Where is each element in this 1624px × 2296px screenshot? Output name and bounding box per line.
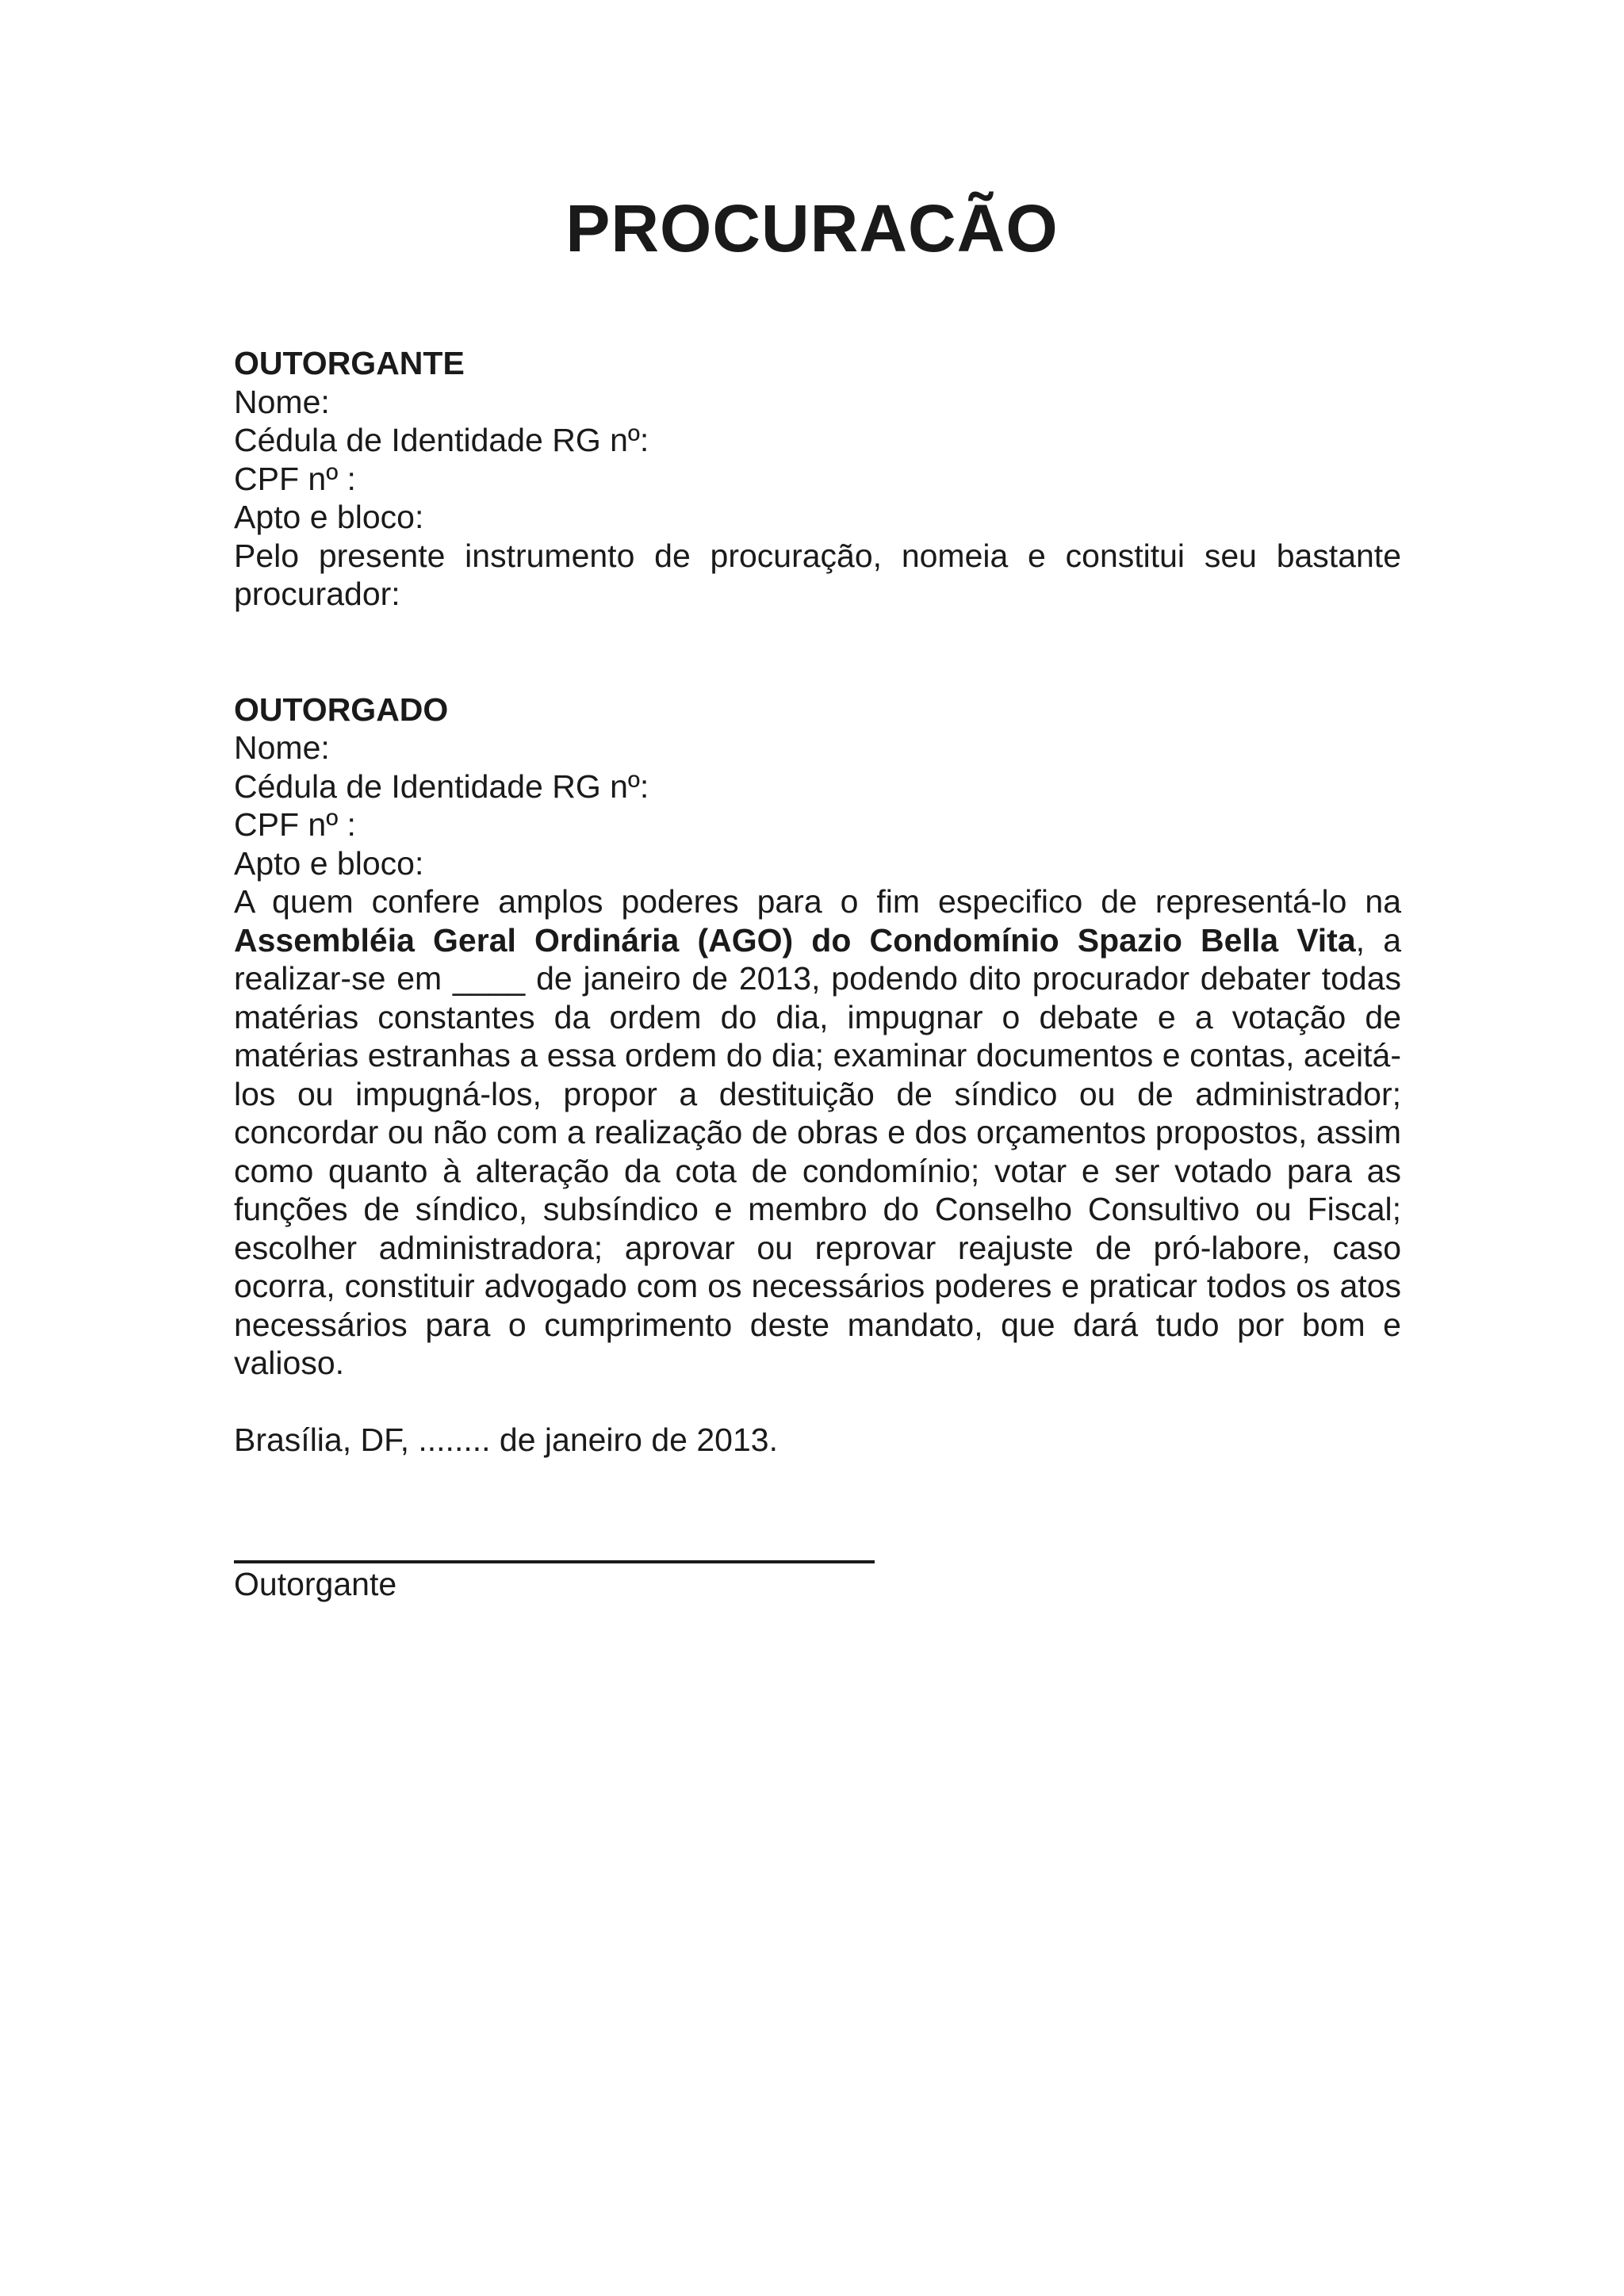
outorgado-label: OUTORGADO [234, 691, 449, 728]
outorgante-apto-field: Apto e bloco: [234, 499, 424, 535]
document-title: PROCURACÃO [565, 191, 1059, 266]
outorgado-name-field: Nome: [234, 729, 330, 766]
outorgante-rg-field: Cédula de Identidade RG nº: [234, 422, 649, 458]
signature-line [234, 1560, 875, 1563]
outorgante-section [234, 344, 1401, 537]
document-body [234, 344, 1401, 1604]
outorgado-apto-field: Apto e bloco: [234, 844, 424, 882]
outorgado-cpf-field: CPF nº : [234, 806, 356, 843]
outorgante-name-field: Nome: [234, 383, 330, 420]
signature-block [234, 1560, 1401, 1604]
outorgante-cpf-field: CPF nº : [234, 460, 356, 497]
assembly-name: Assembléia Geral Ordinária (AGO) do Condomínio Spazio Bella Vita [234, 921, 1356, 959]
outorgado-rg-field: Cédula de Identidade RG nº: [234, 767, 649, 805]
powers-rest-text: , a realizar-se em ____ de janeiro de 2013, podendo dito procurador debater todas matérias constantes da ordem do dia, impugnar o debate e a votação de matérias estranhas a essa ordem do dia; examinar documentos e contas, aceitá-los ou impugná-los, propor a destituição de síndico ou de administrador; concordar ou não com a realização de obras e dos orçamentos propostos, assim como quanto à alteração da cota de condomínio; votar e ser votado para as funções de síndico, subsíndico e membro do Conselho Consultivo ou Fiscal; escolher administradora; aprovar ou reprovar reajuste de pró-labore, caso ocorra, constituir advogado com os necessários poderes e praticar todos os atos necessários para o cumprimento deste mandato, que dará tudo por bom e valioso. [234, 921, 1401, 1381]
intro-paragraph: Pelo presente instrumento de procuração, nomeia e constitui seu bastante procurador: [234, 537, 1401, 612]
outorgante-label: OUTORGANTE [234, 345, 465, 381]
place-date: Brasília, DF, ........ de janeiro de 2013. [234, 1421, 778, 1458]
powers-lead-text: A quem confere amplos poderes para o fim especifico de representá-lo na [234, 883, 1401, 920]
signature-label: Outorgante [234, 1566, 397, 1602]
powers-paragraph [234, 882, 1401, 1383]
outorgado-section [234, 691, 1401, 883]
